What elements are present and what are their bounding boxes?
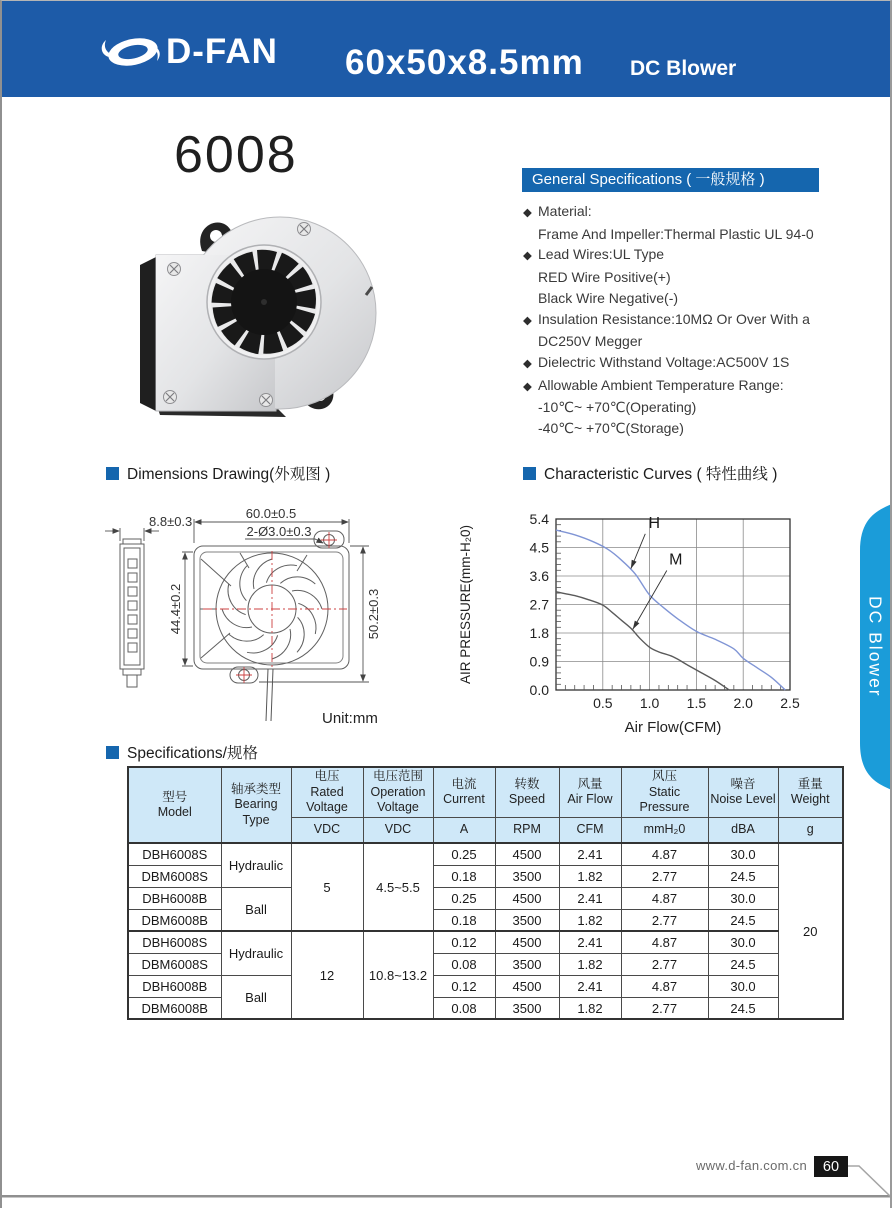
spec-line: [523, 352, 885, 375]
svg-text:1.8: 1.8: [529, 625, 549, 641]
cell-bearing: Hydraulic: [221, 843, 291, 887]
section-bullet-icon: [106, 467, 119, 480]
cell-pressure: 4.87: [621, 843, 708, 865]
svg-text:5.4: 5.4: [529, 511, 549, 527]
cell-noise: 24.5: [708, 865, 778, 887]
cell-airflow: 2.41: [559, 887, 621, 909]
dimensions-drawing: [97, 489, 447, 749]
cell-bearing: Hydraulic: [221, 931, 291, 975]
curve-label-M: M: [669, 551, 683, 569]
svg-text:1.0: 1.0: [639, 695, 660, 711]
cell-pressure: 2.77: [621, 909, 708, 931]
cell-speed: 3500: [495, 953, 559, 975]
dim-body-height: 44.4±0.2: [168, 583, 183, 635]
column-header: 型号 Model: [128, 767, 221, 843]
cell-pressure: 4.87: [621, 931, 708, 953]
front-view: [194, 531, 349, 721]
cell-speed: 4500: [495, 843, 559, 865]
spec-line-text: -40℃~ +70℃(Storage): [538, 420, 684, 437]
column-unit: mmH₂0: [621, 817, 708, 843]
cell-current: 0.25: [433, 843, 495, 865]
dim-mounting-holes: 2-Ø3.0±0.3: [246, 524, 312, 539]
spec-line: [523, 331, 885, 352]
svg-text:0.9: 0.9: [529, 653, 549, 670]
cell-model: DBH6008S: [128, 843, 221, 865]
cell-op-voltage: 10.8~13.2: [363, 931, 433, 1019]
svg-text:0.5: 0.5: [593, 695, 613, 711]
cell-current: 0.25: [433, 887, 495, 909]
cell-pressure: 2.77: [621, 997, 708, 1019]
section-title-curves: Characteristic Curves ( 特性曲线 ): [523, 462, 777, 484]
chart-tick-labels: [530, 511, 800, 711]
cell-noise: 24.5: [708, 997, 778, 1019]
column-unit: VDC: [291, 817, 363, 843]
cell-airflow: 2.41: [559, 843, 621, 865]
spec-line-text: Lead Wires:UL Type: [538, 246, 665, 263]
spec-line: [523, 267, 885, 288]
cell-noise: 30.0: [708, 843, 778, 865]
side-tab-label: DC Blower: [865, 596, 886, 698]
column-header: 电压 Rated Voltage: [291, 767, 363, 817]
cell-noise: 30.0: [708, 887, 778, 909]
svg-text:1.5: 1.5: [686, 695, 707, 711]
footer-website: www.d-fan.com.cn: [695, 1158, 807, 1173]
spec-line-text: RED Wire Positive(+): [538, 269, 671, 286]
cell-speed: 3500: [495, 865, 559, 887]
unit-label: Unit:mm: [322, 710, 378, 727]
characteristic-curves-chart: [452, 494, 822, 746]
cell-noise: 30.0: [708, 931, 778, 953]
dim-overall-height: 50.2±0.3: [366, 588, 381, 640]
svg-text:2.5: 2.5: [780, 695, 800, 711]
spec-line-text: DC250V Megger: [538, 333, 643, 350]
cell-pressure: 2.77: [621, 953, 708, 975]
cell-bearing: Ball: [221, 975, 291, 1019]
cell-model: DBH6008S: [128, 931, 221, 953]
page-number-badge: 60: [814, 1156, 848, 1177]
svg-text:2.7: 2.7: [529, 596, 549, 613]
cell-speed: 4500: [495, 975, 559, 997]
column-unit: g: [778, 817, 843, 843]
column-header: 重量 Weight: [778, 767, 843, 817]
cell-model: DBM6008S: [128, 953, 221, 975]
table-row: [128, 975, 843, 997]
dim-width: 60.0±0.5: [245, 506, 297, 521]
specifications-table: [127, 766, 844, 1020]
cell-model: DBH6008B: [128, 975, 221, 997]
cell-model: DBH6008B: [128, 887, 221, 909]
diamond-bullet-icon: ◆: [523, 207, 532, 219]
column-header: 电压范围 Operation Voltage: [363, 767, 433, 817]
svg-text:2.0: 2.0: [733, 695, 753, 711]
column-unit: CFM: [559, 817, 621, 843]
cell-voltage: 12: [291, 931, 363, 1019]
diamond-bullet-icon: ◆: [523, 357, 532, 370]
cell-current: 0.08: [433, 997, 495, 1019]
cell-current: 0.12: [433, 975, 495, 997]
cell-airflow: 1.82: [559, 865, 621, 887]
diamond-bullet-icon: ◆: [523, 314, 532, 327]
cell-airflow: 2.41: [559, 931, 621, 953]
cell-airflow: 1.82: [559, 953, 621, 975]
brand-name: D-FAN: [166, 32, 278, 71]
footer-decoration: [2, 1147, 892, 1208]
cell-weight: 20: [778, 843, 843, 1019]
cell-current: 0.18: [433, 865, 495, 887]
side-view: [120, 539, 144, 687]
fan-swirl-icon: [100, 33, 162, 71]
spec-line: [523, 244, 885, 267]
general-specs-header: General Specifications ( 一般规格 ): [522, 168, 819, 192]
column-unit: dBA: [708, 817, 778, 843]
fan-side-edge: [140, 257, 156, 411]
spec-line: [523, 418, 885, 439]
cell-model: DBM6008B: [128, 997, 221, 1019]
chart-grid: [556, 519, 790, 690]
column-unit: VDC: [363, 817, 433, 843]
column-header: 电流 Current: [433, 767, 495, 817]
center-lines: [203, 532, 347, 683]
column-unit: RPM: [495, 817, 559, 843]
cell-airflow: 2.41: [559, 975, 621, 997]
cell-pressure: 4.87: [621, 975, 708, 997]
table-row: [128, 931, 843, 953]
spec-line-text: Insulation Resistance:10MΩ Or Over With a: [538, 310, 810, 327]
cell-speed: 4500: [495, 931, 559, 953]
chart-ylabel: AIR PRESSURE(mm-H₂0): [458, 524, 473, 685]
cell-noise: 24.5: [708, 953, 778, 975]
curve-M: [556, 592, 729, 690]
curve-label-H: H: [648, 514, 661, 532]
product-type: DC Blower: [630, 57, 737, 80]
cell-pressure: 2.77: [621, 865, 708, 887]
svg-text:4.5: 4.5: [529, 539, 549, 556]
spec-line: [523, 397, 885, 418]
spec-line-text: Allowable Ambient Temperature Range:: [538, 376, 784, 393]
diamond-bullet-icon: ◆: [523, 250, 532, 263]
cell-noise: 24.5: [708, 909, 778, 931]
header-bar: [2, 1, 890, 97]
cell-model: DBM6008S: [128, 865, 221, 887]
spec-line-text: Dielectric Withstand Voltage:AC500V 1S: [538, 353, 790, 370]
spec-line-text: Material:: [538, 203, 592, 219]
section-title-specifications: Specifications/规格: [106, 741, 258, 763]
cell-airflow: 1.82: [559, 909, 621, 931]
spec-line: [523, 224, 885, 245]
column-header: 噪音 Noise Level: [708, 767, 778, 817]
cell-voltage: 5: [291, 843, 363, 931]
cell-speed: 4500: [495, 887, 559, 909]
cell-pressure: 4.87: [621, 887, 708, 909]
brand-logo: [100, 32, 278, 72]
column-header: 风压 Static Pressure: [621, 767, 708, 817]
chart-minor-ticks: [556, 525, 781, 690]
table-row: [128, 843, 843, 865]
cell-speed: 3500: [495, 909, 559, 931]
model-number: 6008: [174, 126, 298, 184]
chart-xlabel: Air Flow(CFM): [624, 719, 722, 736]
table-row: [128, 887, 843, 909]
column-header: 转数 Speed: [495, 767, 559, 817]
spec-line-text: Frame And Impeller:Thermal Plastic UL 94-0: [538, 225, 814, 242]
column-unit: A: [433, 817, 495, 843]
svg-text:3.6: 3.6: [529, 568, 549, 584]
spec-line: [523, 288, 885, 309]
column-header: 风量 Air Flow: [559, 767, 621, 817]
spec-line: [523, 309, 885, 332]
diamond-bullet-icon: ◆: [523, 380, 532, 393]
section-bullet-icon: [523, 467, 536, 480]
cell-current: 0.08: [433, 953, 495, 975]
cell-current: 0.12: [433, 931, 495, 953]
cell-op-voltage: 4.5~5.5: [363, 843, 433, 931]
column-header: 轴承类型 Bearing Type: [221, 767, 291, 843]
spec-line: [523, 201, 885, 224]
svg-text:0.0: 0.0: [529, 682, 549, 698]
size-title: 60x50x8.5mm: [345, 43, 584, 82]
cell-bearing: Ball: [221, 887, 291, 931]
section-title-dimensions: Dimensions Drawing(外观图 ): [106, 462, 330, 484]
spec-line-text: Black Wire Negative(-): [538, 289, 679, 306]
cell-speed: 3500: [495, 997, 559, 1019]
dim-thickness: 8.8±0.3: [149, 514, 193, 529]
cell-airflow: 1.82: [559, 997, 621, 1019]
general-specs-list: [523, 201, 885, 439]
cell-current: 0.18: [433, 909, 495, 931]
spec-line-text: -10℃~ +70℃(Operating): [538, 399, 697, 416]
product-photo: [128, 203, 382, 431]
cell-model: DBM6008B: [128, 909, 221, 931]
spec-line: [523, 375, 885, 398]
cell-noise: 30.0: [708, 975, 778, 997]
